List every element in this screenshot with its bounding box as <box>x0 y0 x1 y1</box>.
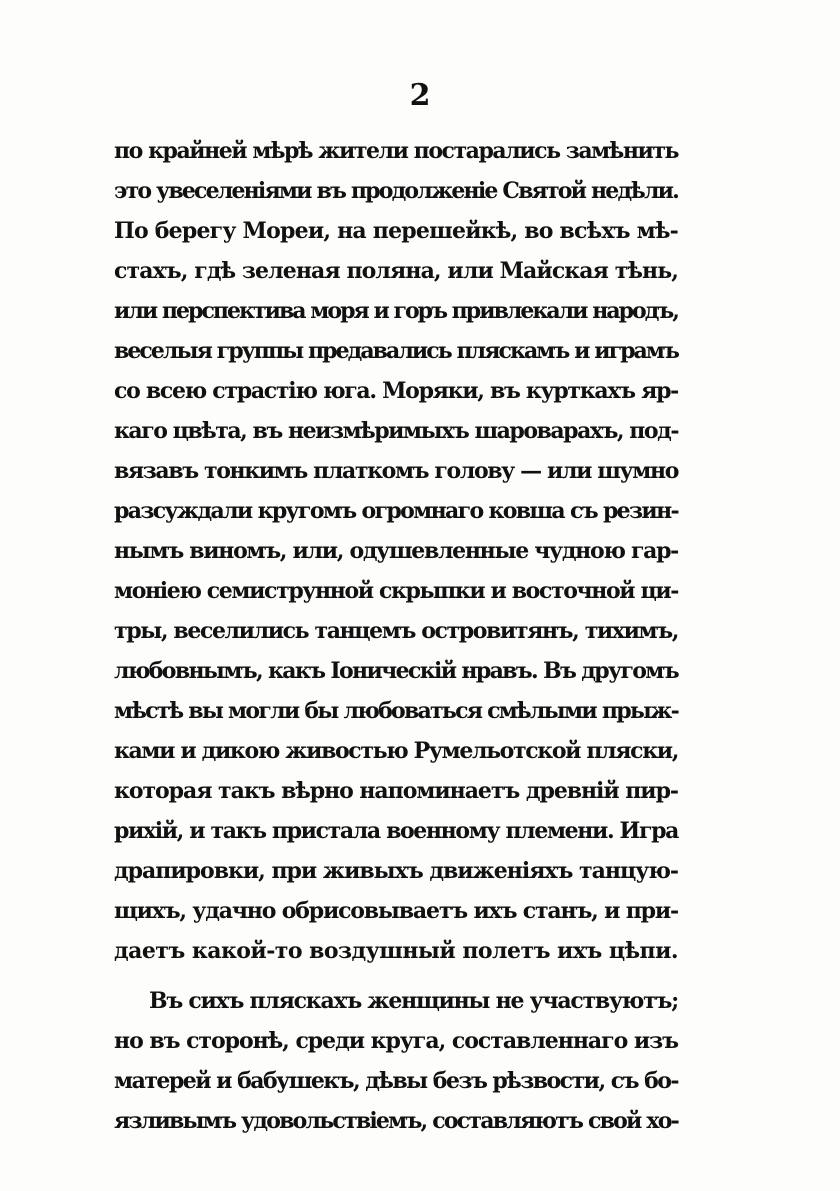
paragraph-first-line: Въ сихъ пляскахъ женщины не участвуютъ; <box>149 988 678 1014</box>
text-line: веселыя группы предавались пляскамъ и играмъ <box>114 338 678 364</box>
text-line: мѣстѣ вы могли бы любоваться смѣлыми прыж- <box>114 698 678 724</box>
text-line: стахъ, гдѣ зеленая поляна, или Майская тѣнь, <box>114 258 678 284</box>
text-line: которая такъ вѣрно напоминаетъ древній пир- <box>114 778 678 804</box>
text-line: даетъ какой-то воздушный полетъ ихъ цѣпи. <box>114 938 678 964</box>
text-line: драпировки, при живыхъ движеніяхъ танцую- <box>114 858 678 884</box>
text-line: любовнымъ, какъ Іоническій нравъ. Въ другомъ <box>114 658 679 684</box>
text-line: щихъ, удачно обрисовываетъ ихъ станъ, и при- <box>114 898 678 924</box>
text-line: тры, веселились танцемъ островитянъ, тихимъ, <box>114 618 678 644</box>
text-line: По берегу Мореи, на перешейкѣ, во всѣхъ мѣ- <box>114 218 678 244</box>
text-line: моніею семиструнной скрыпки и восточной ци- <box>114 578 678 604</box>
text-line: или перспектива моря и горъ привлекали народъ, <box>114 298 678 324</box>
text-line: матерей и бабушекъ, дѣвы безъ рѣзвости, съ бо- <box>114 1068 678 1094</box>
text-line: язливымъ удовольствіемъ, составляютъ свой хо- <box>114 1108 678 1134</box>
text-line: но въ сторонѣ, среди круга, составленнаго изъ <box>114 1028 678 1054</box>
text-line: по крайней мѣрѣ жители постарались замѣнить <box>114 138 678 164</box>
text-line: со всею страстію юга. Моряки, въ курткахъ яр- <box>114 378 678 404</box>
page-number: 2 <box>409 78 431 113</box>
text-line: это увеселеніями въ продолженіе Святой недѣли. <box>114 178 678 204</box>
text-line: каго цвѣта, въ неизмѣримыхъ шароварахъ, под- <box>114 418 678 444</box>
text-line: вязавъ тонкимъ платкомъ голову — или шумно <box>114 458 678 484</box>
text-line: разсуждали кругомъ огромнаго ковша съ резин- <box>114 498 678 524</box>
text-line: нымъ виномъ, или, одушевленные чудною гар- <box>114 538 678 564</box>
text-line: рихій, и такъ пристала военному племени. Игра <box>114 818 678 844</box>
text-line: ками и дикою живостью Румельотской пляски, <box>114 738 678 764</box>
